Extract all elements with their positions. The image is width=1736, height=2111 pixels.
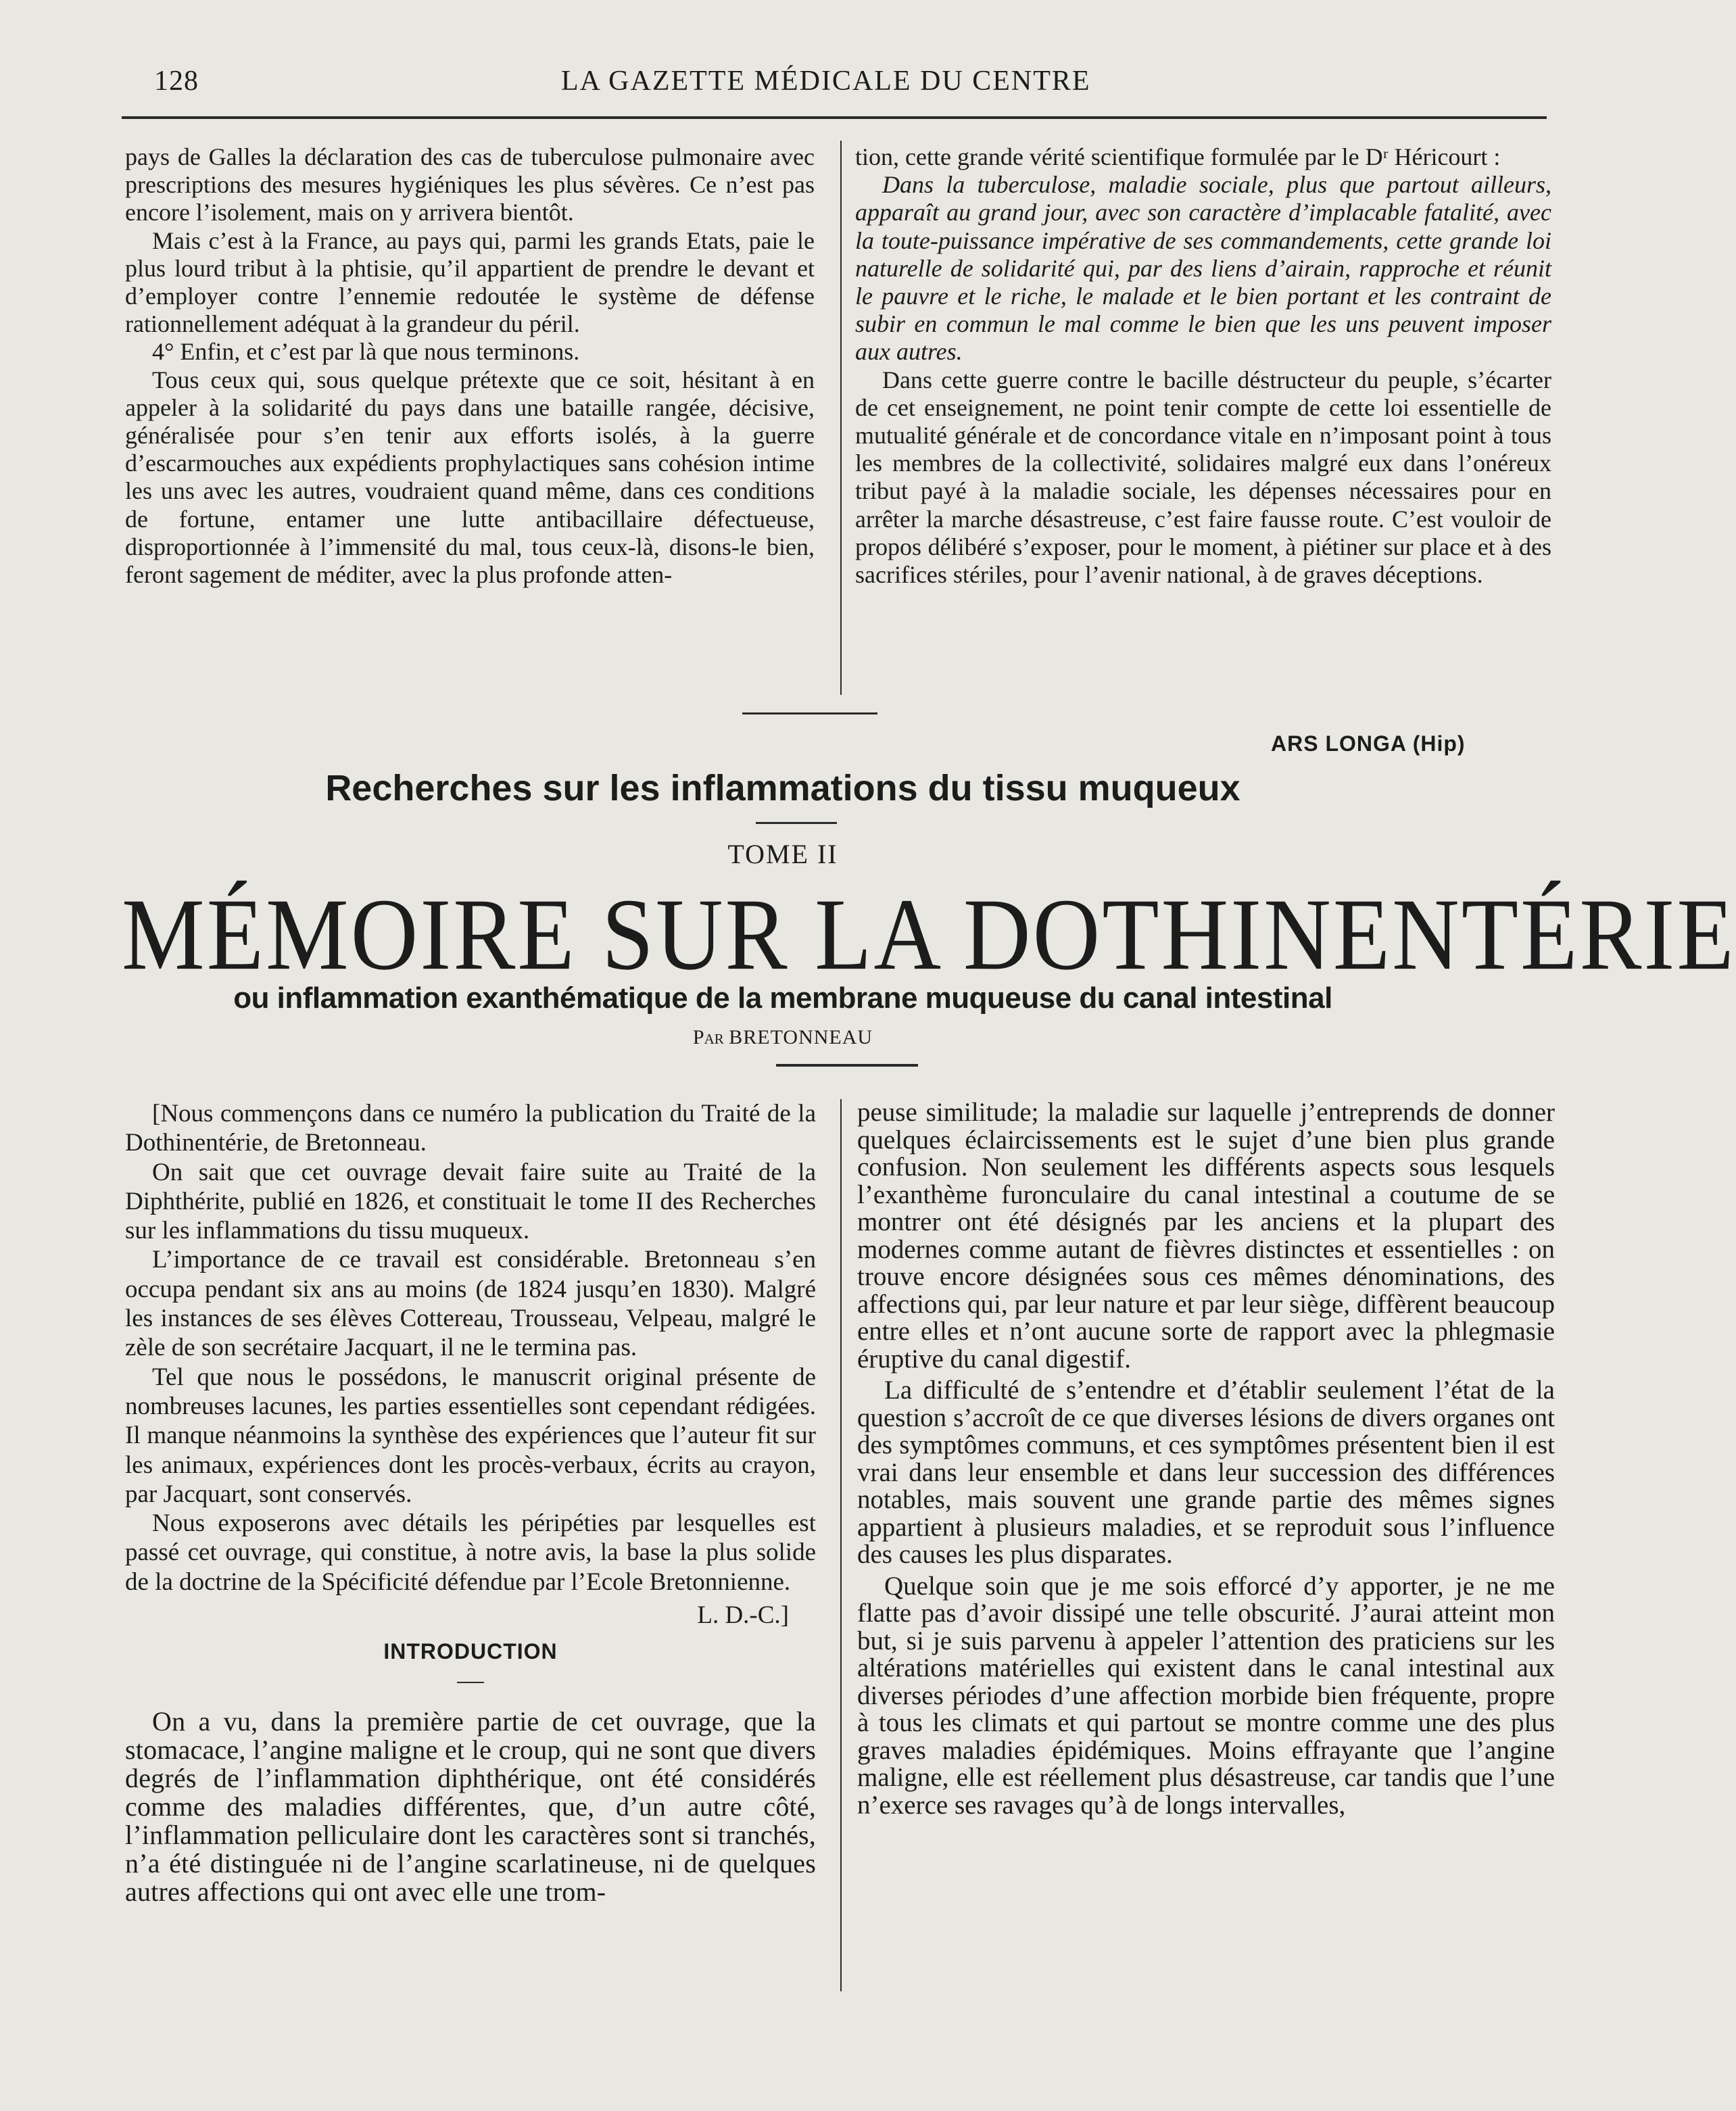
introduction-heading: INTRODUCTION — [383, 1639, 558, 1664]
editor-note-paragraph: [Nous commençons dans ce numéro la publication du Traité de la Dothinentérie, de Bretonneau. — [125, 1100, 816, 1157]
introduction-paragraph: Quelque soin que je me sois efforcé d’y apporter, je ne me flatte pas d’avoir dissipé une telle obscurité. J’aurai atteint mon but, si je suis parvenu à appeler l’attention des praticiens sur les altérations matérielles qui existent dans le canal intestinal aux diverses périodes d’une affection morbide bien fréquente, propre à tous les climats et qui partout se montre comme une des plus graves maladies épidémiques. Moins effrayante que l’angine maligne, elle est réellement plus désastreuse, car tandis que l’une n’exerce ses ravages qu’à de longs intervalles, — [857, 1571, 1555, 1820]
page-number: 128 — [154, 66, 199, 97]
byline-par: Par — [692, 1026, 724, 1048]
top-right-paragraph: tion, cette grande vérité scientifique formulée par le Dʳ Héricourt : — [855, 143, 1501, 170]
byline-rule — [776, 1064, 918, 1067]
column-divider-top — [840, 141, 842, 695]
series-title: Recherches sur les inflammations du tissu muqueux — [325, 768, 1240, 808]
editor-note-paragraph: Nous exposerons avec détails les péripéties par lesquelles est passé cet ouvrage, qui constitue, à notre avis, la base la plus solide de la doctrine de la Spécificité défendue par l’Ecole Bretonnienne. — [125, 1509, 816, 1596]
series-title-rule — [756, 822, 837, 824]
byline-author: BRETONNEAU — [729, 1026, 873, 1048]
top-left-paragraph: pays de Galles la déclaration des cas de tuberculose pulmonaire avec prescriptions des mesures hygiéniques les plus sévères. Ce n’est pas encore l’isolement, mais on y arrivera bientôt. — [125, 143, 815, 226]
article-signature: ARS LONGA (Hip) — [1271, 731, 1466, 756]
section-rule — [742, 712, 877, 714]
top-left-paragraph: 4° Enfin, et c’est par là que nous terminons. — [152, 338, 580, 366]
byline — [0, 1026, 1566, 1049]
introduction-paragraph: On a vu, dans la première partie de cet ouvrage, que la stomacace, l’angine maligne et le croup, qui ne sont que divers degrés de l’inflammation diphthérique, ont été considérés comme des maladies différentes, que, d’un autre côté, l’inflammation pelliculaire dont les caractères sont si tranchés, n’a été distinguée ni de l’angine scarlatineuse, ni de quelques autres affections qui ont avec elle une trom- — [125, 1706, 816, 1908]
editor-note-paragraph: Tel que nous le possédons, le manuscrit original présente de nombreuses lacunes, les parties essentielles sont cependant rédigées. Il manque néanmoins la synthèse des expériences que l’auteur fit sur les animaux, expériences dont les procès-verbaux, écrits au crayon, par Jacquart, sont conservés. — [125, 1363, 816, 1508]
editor-note-paragraph: L’importance de ce travail est considérable. Bretonneau s’en occupa pendant six ans au moins (de 1824 jusqu’en 1830). Malgré les instances de ses élèves Cottereau, Trousseau, Velpeau, malgré le zèle de son secrétaire Jacquart, il ne le termina pas. — [125, 1246, 816, 1362]
header-rule — [122, 116, 1547, 119]
bottom-right-column — [857, 1099, 1555, 1819]
introduction-paragraph: La difficulté de s’entendre et d’établir seulement l’état de la question s’accroît de ce que diverses lésions de divers organes ont des symptômes communs, et ces symptômes présentent bien il est vrai dans leur ensemble et dans leur succession des différences notables, mais souvent une grande partie des mêmes signes appartient à plusieurs maladies, et se reproduit sous l’influence des causes les plus disparates. — [857, 1376, 1555, 1569]
top-right-paragraph: Dans cette guerre contre le bacille déstructeur du peuple, s’écarter de cet enseignement, ne point tenir compte de cette loi essentielle de mutualité générale et de concordance vitale en n’imposant point à tous les membres de la collectivité, solidaires malgré eux dans l’onéreux tribut payé à la maladie sociale, les dépenses nécessaires pour en arrêter la marche désastreuse, c’est faire fausse route. C’est vouloir de propos délibéré s’exposer, pour le moment, à piétiner sur place et à des sacrifices stériles, pour l’avenir national, à de graves déceptions. — [855, 366, 1551, 589]
volume-label: TOME II — [727, 839, 838, 869]
editor-signature: L. D.-C.] — [697, 1601, 789, 1630]
top-left-paragraph: Mais c’est à la France, au pays qui, parmi les grands Etats, paie le plus lourd tribut à la phtisie, qu’il appartient de prendre le devant et d’employer contre l’ennemie redoutée le système de défense rationnellement adéquat à la grandeur du péril. — [125, 226, 815, 338]
top-left-paragraph: Tous ceux qui, sous quelque prétexte que ce soit, hésitant à en appeler à la solidarité du pays dans une bataille rangée, décisive, généralisée pour s’en tenir aux efforts isolés, à la guerre d’escarmouches aux expédients prophylactiques sans cohésion intime les uns avec les autres, voudraient quand même, dans ces conditions de fortune, entamer une lutte antibacillaire défectueuse, disproportionnée à l’immensité du mal, tous ceux-là, disons-le bien, feront sagement de méditer, avec la plus profonde atten- — [125, 366, 815, 589]
journal-title: LA GAZETTE MÉDICALE DU CENTRE — [561, 66, 1091, 97]
article-subtitle: ou inflammation exanthématique de la membrane muqueuse du canal intestinal — [233, 981, 1332, 1015]
editor-note-paragraph: On sait que cet ouvrage devait faire suite au Traité de la Diphthérite, publié en 1826, et constituait le tome II des Recherches sur les inflammations du tissu muqueux. — [125, 1158, 816, 1245]
introduction-paragraph: peuse similitude; la maladie sur laquelle j’entreprends de donner quelques éclaircissements est le sujet d’une bien plus grande confusion. Non seulement les différents aspects sous lesquels l’exanthème furonculaire du canal intestinal a coutume de se montrer ont été désignés par les anciens et la plupart des modernes comme autant de fièvres distinctes et essentielles : on trouve encore désignées sous ces mêmes dénominations, des affections qui, par leur nature et par leur siège, diffèrent beaucoup entre elles et n’ont aucune sorte de rapport avec la phlegmasie éruptive du canal digestif. — [857, 1098, 1555, 1374]
top-right-quote: Dans la tuberculose, maladie sociale, plus que partout ailleurs, apparaît au grand jour, avec son caractère d’implacable fatalité, avec la toute-puissance impérative de ses commandements, cette grande loi naturelle de solidarité qui, par des liens d’airain, rapproche et réunit le pauvre et le riche, le malade et le bien portant et les contraint de subir en commun le mal comme le bien que les uns peuvent imposer aux autres. — [855, 171, 1551, 366]
introduction-rule — [457, 1682, 484, 1683]
column-divider-bottom — [840, 1099, 842, 1991]
main-title: MÉMOIRE SUR LA DOTHINENTÉRIE — [122, 877, 1736, 992]
top-right-column — [855, 143, 1551, 589]
bottom-left-column — [125, 1099, 816, 1906]
top-left-column — [125, 143, 815, 589]
